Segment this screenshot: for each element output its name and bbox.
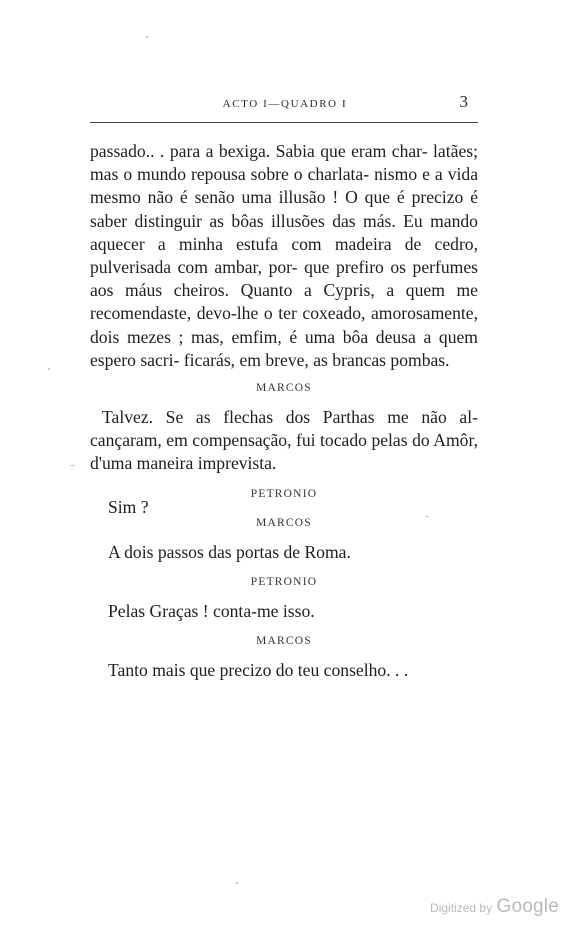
dialogue-line-dois-passos: A dois passos das portas de Roma. <box>108 541 351 562</box>
paper-speck <box>425 516 429 517</box>
text-line: passado.. . para a bexiga. Sabia que eram char- <box>90 141 428 161</box>
text-line: latães; mas o mundo repousa sobre o charlata- <box>90 141 478 185</box>
text-line: ficarás, em breve, as brancas pombas. <box>183 349 450 370</box>
speaker-label-petronio: PETRONIO <box>250 487 318 500</box>
running-head <box>90 92 480 120</box>
text-line: Amôr, d'uma maneira imprevista. <box>90 430 478 474</box>
dialogue-line-sim: Sim ? <box>108 496 149 517</box>
text-line: emfim, é uma bôa deusa a quem espero sacri- <box>90 326 478 370</box>
body-text <box>90 140 478 682</box>
dialogue-line-tanto-mais: Tanto mais que precizo do teu conselho. . . <box>108 660 409 681</box>
running-title: ACTO I—QUADRO I <box>222 98 348 110</box>
text-line: O que é precizo é saber distinguir as bôas illusões <box>90 187 478 231</box>
text-line: Talvez. Se as flechas dos Parthas me não al- <box>102 407 478 428</box>
page-number: 3 <box>459 92 468 111</box>
text-line: a Cypris, a quem me recomendaste, devo-lhe o <box>90 280 478 324</box>
watermark-prefix: Digitized by <box>430 901 493 915</box>
speaker-label-marcos: MARCOS <box>256 635 312 648</box>
paper-speck <box>48 368 50 370</box>
paragraph-petronio-speech <box>90 140 478 372</box>
text-line: nismo e a vida mesmo não é senão uma illusão ! <box>90 164 479 208</box>
speaker-label-marcos: MARCOS <box>256 516 312 529</box>
paper-speck <box>70 465 75 466</box>
speaker-label-marcos: MARCOS <box>256 382 312 395</box>
dialogue-line-pelas-gracas: Pelas Graças ! conta-me isso. <box>108 601 315 622</box>
google-logo: Google <box>496 896 559 917</box>
text-line: ter coxeado, amorosamente, dois mezes ; mas, <box>90 303 478 347</box>
text-line: das más. Eu mando aquecer a minha estufa com <box>90 210 478 254</box>
digitized-by-google-watermark <box>430 896 559 918</box>
paper-speck <box>236 882 238 884</box>
paper-speck <box>146 36 148 38</box>
text-line: cançaram, em compensação, fui tocado pelas do <box>90 430 430 451</box>
text-line: que prefiro os perfumes aos máus cheiros. Quanto <box>90 257 478 301</box>
text-line: madeira de cedro, pulverisada com ambar, por- <box>90 233 478 278</box>
paragraph-marcos-speech <box>90 406 478 476</box>
speaker-label-petronio: PETRONIO <box>250 576 318 589</box>
header-rule <box>90 122 478 123</box>
